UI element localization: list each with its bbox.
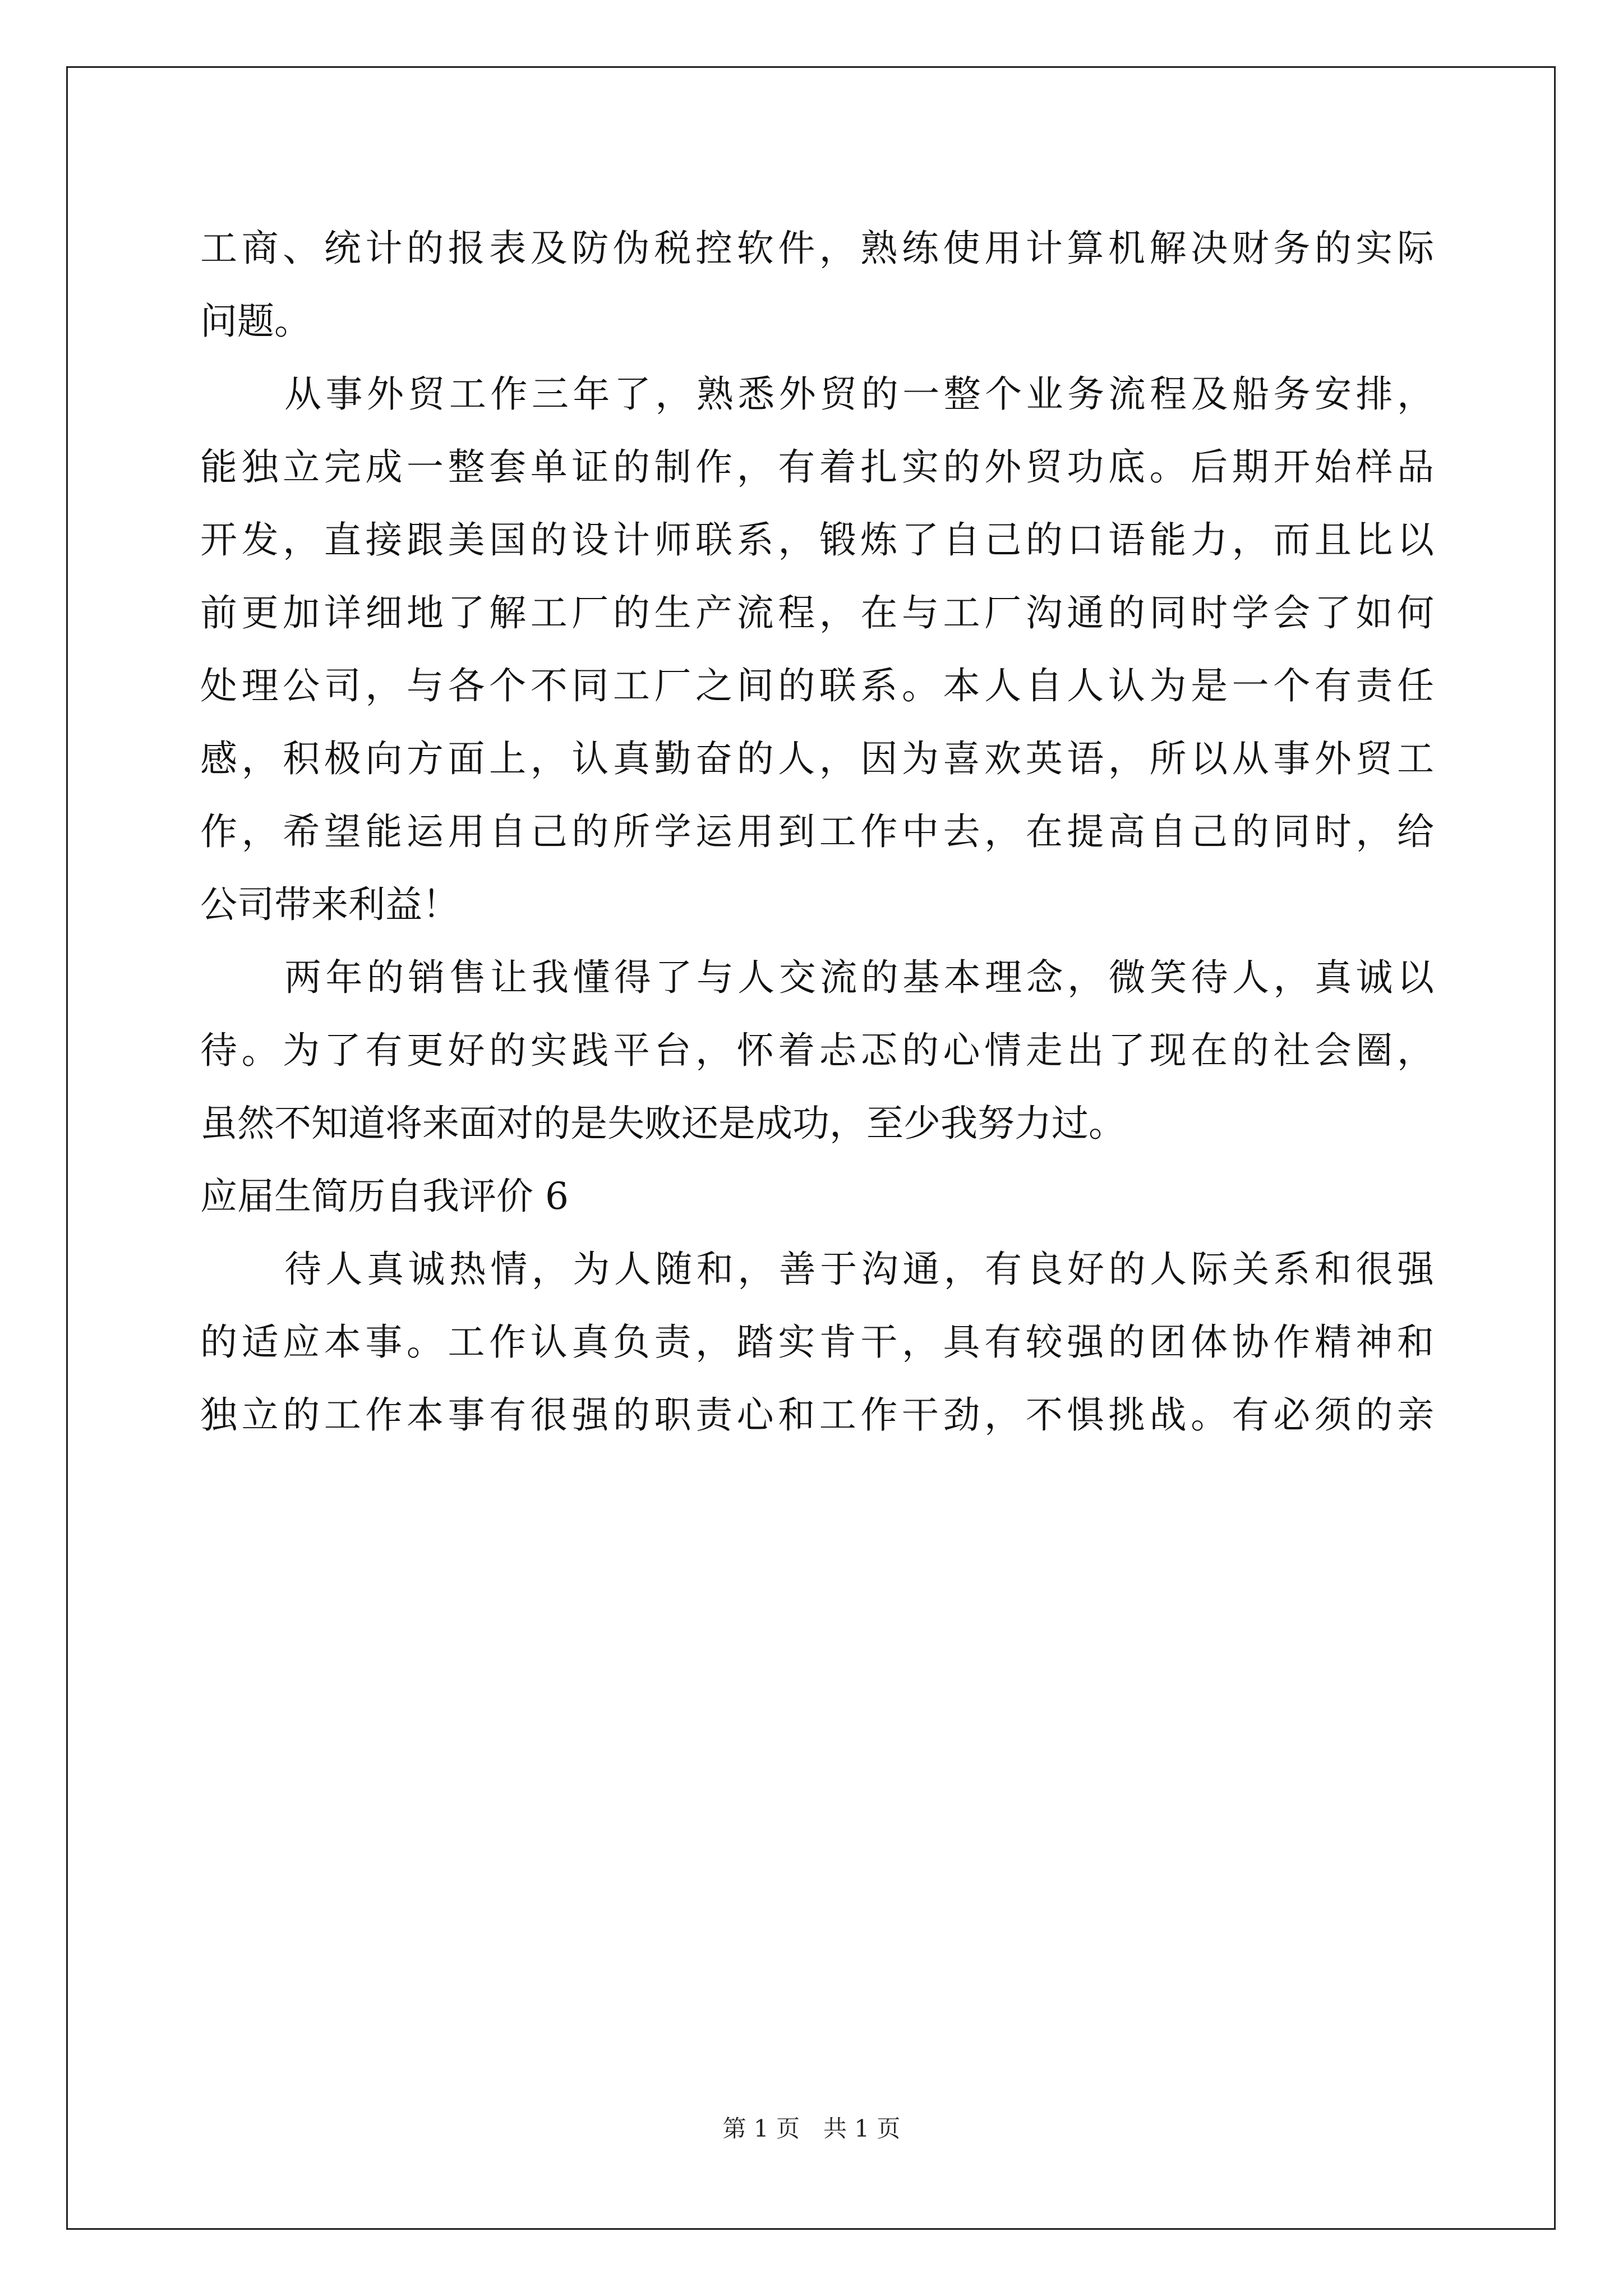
body-line-4: 能独立完成一整套单证的制作，有着扎实的外贸功底。后期开始样品 [200, 445, 1434, 489]
body-line-6: 前更加详细地了解工厂的生产流程，在与工厂沟通的同时学会了如何 [200, 591, 1434, 634]
body-line-15: 的适应本事。工作认真负责，踏实肯干，具有较强的团体协作精神和 [200, 1320, 1434, 1364]
body-line-11: 两年的销售让我懂得了与人交流的基本理念，微笑待人，真诚以 [284, 956, 1434, 999]
body-line-13: 虽然不知道将来面对的是失败还是成功，至少我努力过。 [200, 1102, 1126, 1145]
body-line-12: 待。为了有更好的实践平台，怀着忐忑的心情走出了现在的社会圈， [200, 1029, 1434, 1072]
body-line-7: 处理公司，与各个不同工厂之间的联系。本人自人认为是一个有责任 [200, 664, 1434, 707]
page-number-footer: 第 1 页 共 1 页 [722, 2115, 901, 2142]
body-line-10: 公司带来利益！ [200, 883, 459, 926]
body-line-5: 开发，直接跟美国的设计师联系，锻炼了自己的口语能力，而且比以 [200, 518, 1434, 562]
body-line-14: 待人真诚热情，为人随和，善于沟通，有良好的人际关系和很强 [284, 1248, 1434, 1291]
body-line-9: 作，希望能运用自己的所学运用到工作中去，在提高自己的同时，给 [200, 810, 1434, 853]
body-line-16: 独立的工作本事有很强的职责心和工作干劲，不惧挑战。有必须的亲 [200, 1393, 1434, 1437]
section-heading: 应届生简历自我评价 6 [200, 1175, 569, 1218]
body-line-1: 工商、统计的报表及防伪税控软件，熟练使用计算机解决财务的实际 [200, 227, 1434, 270]
body-line-2: 问题。 [200, 300, 311, 343]
body-line-8: 感，积极向方面上，认真勤奋的人，因为喜欢英语，所以从事外贸工 [200, 737, 1434, 780]
body-line-3: 从事外贸工作三年了，熟悉外贸的一整个业务流程及船务安排， [284, 372, 1434, 416]
